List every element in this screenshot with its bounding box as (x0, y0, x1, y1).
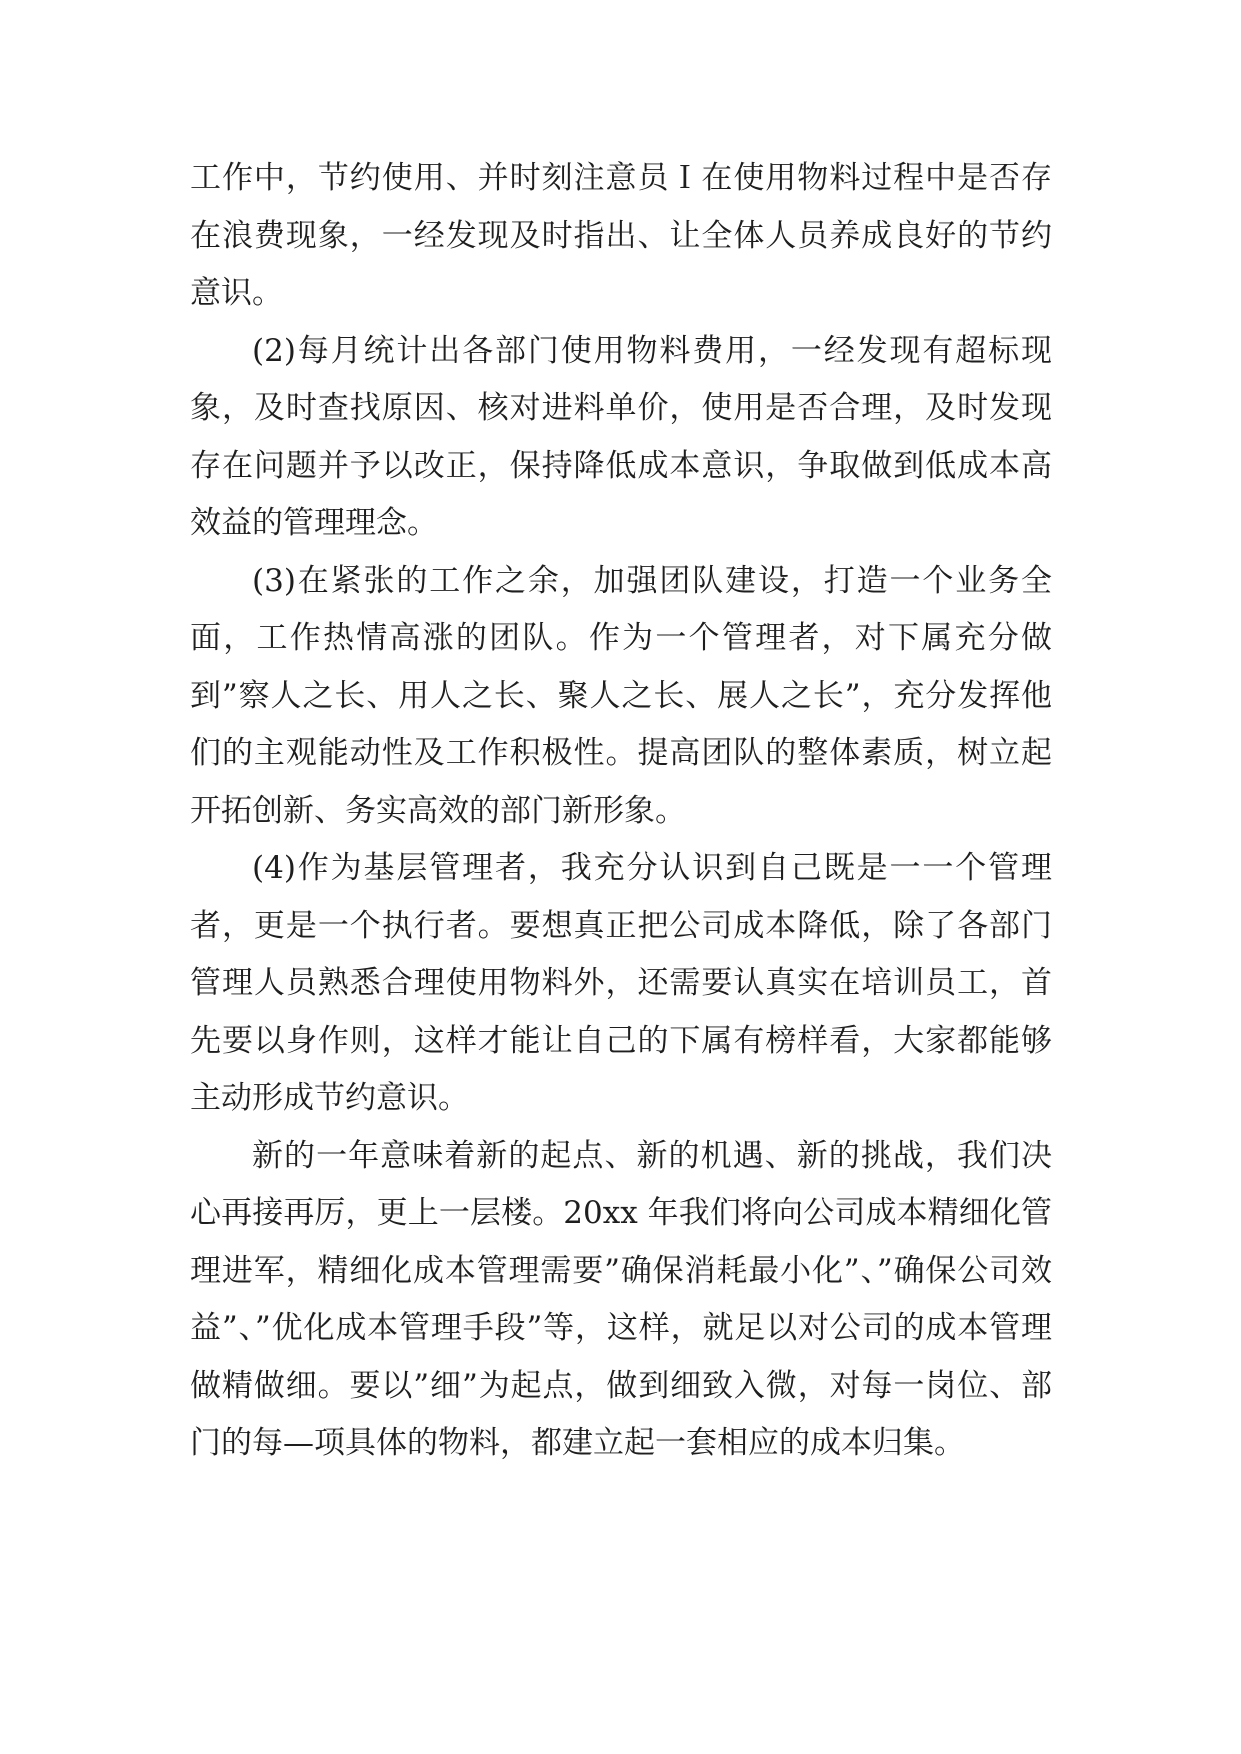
paragraph-continuation: 工作中，节约使用、并时刻注意员Ｉ在使用物料过程中是否存在浪费现象，一经发现及时指出、让全体人员养成良好的节约意识。 (190, 160, 1052, 311)
paragraph-new-year-plan: 新的一年意味着新的起点、新的机遇、新的挑战，我们决心再接再厉，更上一层楼。20xx 年我们将向公司成本精细化管理进军，精细化成本管理需要”确保消耗最小化”、”确保公司效益”、”优化成本管理手段”等，这样，就足以对公司的成本管理做精做细。要以”细”为起点，做到细致入微，对每一岗位、部门的每—项具体的物料，都建立起一套相应的成本归集。 (190, 1137, 1052, 1461)
paragraph-item-3: (3)在紧张的工作之余，加强团队建设，打造一个业务全面，工作热情高涨的团队。作为一个管理者，对下属充分做到”察人之长、用人之长、聚人之长、展人之长”，充分发挥他们的主观能动性及工作积极性。提高团队的整体素质，树立起开拓创新、务实高效的部门新形象。 (190, 562, 1052, 829)
document-body (190, 150, 1052, 1473)
paragraph-item-2: (2)每月统计出各部门使用物料费用，一经发现有超标现象，及时查找原因、核对进料单价，使用是否合理，及时发现存在问题并予以改正，保持降低成本意识，争取做到低成本高效益的管理理念。 (190, 332, 1052, 541)
paragraph-item-4: (4)作为基层管理者，我充分认识到自己既是一一个管理者，更是一个执行者。要想真正把公司成本降低，除了各部门管理人员熟悉合理使用物料外，还需要认真实在培训员工，首先要以身作则，这样才能让自己的下属有榜样看，大家都能够主动形成节约意识。 (190, 850, 1052, 1116)
